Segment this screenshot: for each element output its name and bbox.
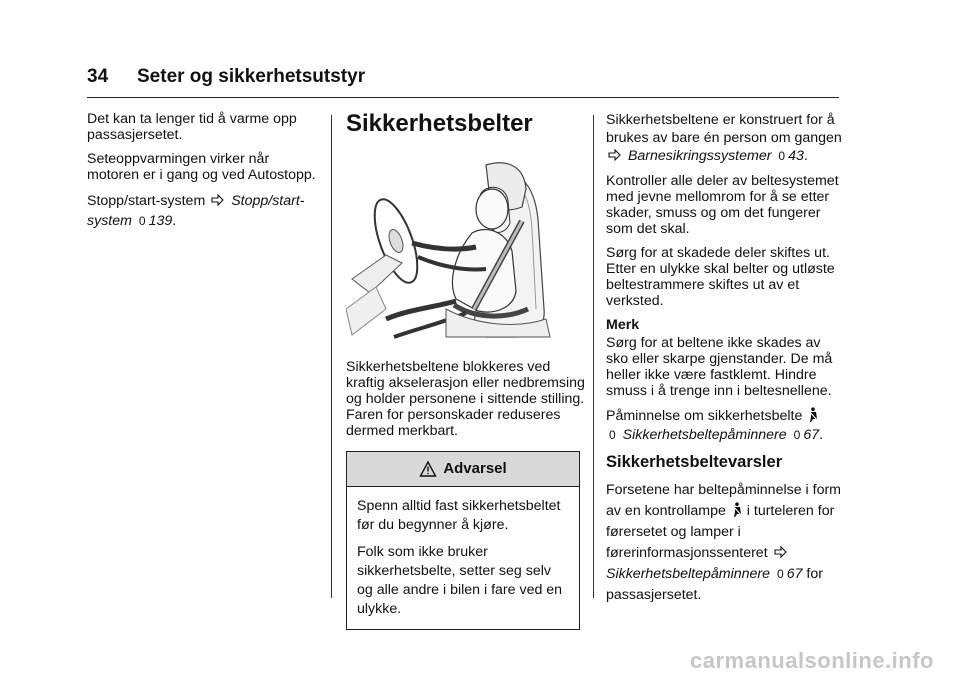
cross-reference-paragraph — [87, 191, 323, 231]
paragraph: Sørg for at skadede deler skiftes ut. Etter en ulykke skal belter og utløste beltestrammere skiftes ut av et verksted. — [606, 245, 835, 309]
cross-reference-paragraph — [606, 407, 842, 445]
seatbelt-reminder-icon — [732, 502, 743, 517]
warning-icon — [419, 460, 437, 478]
punctuation: . — [819, 427, 824, 443]
paragraph-text: i turteleren for førersetet og lamper i førerinformasjonssenteret — [606, 503, 835, 561]
page-number: 34 — [87, 66, 109, 87]
page-reference-icon: 0 — [793, 428, 801, 442]
reference-link[interactable]: Sikkerhetsbeltepåminnere — [606, 566, 771, 582]
arrow-reference-icon: 0 — [609, 428, 616, 442]
warning-header — [347, 452, 579, 487]
column-3 — [606, 111, 842, 614]
seatbelt-reminder-icon — [808, 407, 819, 422]
warning-paragraph: Spenn alltid fast sikkerhetsbeltet før du begynner å kjøre. — [357, 498, 561, 533]
reference-lead-text: Stopp/start-system — [87, 193, 206, 209]
arrow-reference-icon — [608, 149, 621, 161]
note-text: Sørg for at beltene ikke skades av sko eller skarpe gjenstander. De må heller ikke være fastklemt. Hindre smuss i å trenge inn i beltesnellene. — [606, 335, 833, 399]
seatbelt-driver-illustration — [346, 159, 572, 343]
page-reference-icon: 0 — [777, 567, 784, 581]
page-reference-icon: 0 — [138, 214, 146, 228]
paragraph: Det kan ta lenger tid å varme opp passasjersetet. — [87, 111, 297, 143]
warning-paragraph: Folk som ikke bruker sikkerhetsbelte, setter seg selv og alle andre i bilen i fare ved en ulykke. — [357, 544, 563, 617]
reference-link[interactable]: Stopp/start-system — [87, 193, 305, 229]
paragraph-text: Forsetene har beltepåminnelse i form av en kontrollampe — [606, 482, 842, 519]
reference-link[interactable]: Sikkerhetsbeltepåminnere — [622, 427, 787, 443]
paragraph: Kontroller alle deler av beltesystemet med jevne mellomrom for å se etter skader, smuss og om det fungerer som det skal. — [606, 173, 839, 237]
column-divider-1 — [331, 115, 332, 598]
watermark: carmanualsonline.info — [690, 648, 934, 673]
reference-link[interactable]: Barnesikringssystemer — [627, 148, 772, 164]
reference-lead-text: Påminnelse om sikkerhetsbelte — [606, 408, 803, 424]
header-divider — [87, 97, 839, 98]
paragraph-text: for passasjersetet. — [606, 566, 823, 603]
page-reference-icon: 0 — [778, 149, 786, 163]
page-reference[interactable]: 67 — [786, 566, 803, 582]
column-divider-2 — [593, 115, 594, 598]
warning-title: Advarsel — [443, 460, 507, 477]
page-header — [87, 66, 365, 88]
paragraph: Sikkerhetsbeltene blokkeres ved kraftig akselerasjon eller nedbremsing og holder personene i sittende stilling. Faren for personskader reduseres dermed merkbart. — [346, 359, 585, 439]
note-label: Merk — [606, 317, 640, 333]
section-title: Seter og sikkerhetsutstyr — [137, 66, 366, 87]
punctuation: . — [803, 148, 808, 164]
column-2 — [346, 111, 586, 630]
subsection-heading: Sikkerhetsbeltevarsler — [606, 453, 783, 471]
arrow-reference-icon — [211, 194, 224, 206]
page-reference[interactable]: 67 — [803, 427, 820, 443]
section-heading: Sikkerhetsbelter — [346, 110, 533, 137]
warning-box — [346, 451, 580, 630]
punctuation: . — [172, 213, 177, 229]
warning-body — [347, 487, 579, 629]
cross-reference-paragraph — [606, 480, 842, 606]
paragraph: Seteoppvarmingen virker når motoren er i gang og ved Autostopp. — [87, 151, 316, 183]
column-1 — [87, 111, 323, 239]
cross-reference-paragraph — [606, 111, 842, 165]
page-reference[interactable]: 139 — [148, 213, 173, 229]
page-reference[interactable]: 43 — [788, 148, 804, 164]
arrow-reference-icon — [774, 546, 787, 558]
reference-lead-text: Sikkerhetsbeltene er konstruert for å brukes av bare én person om gangen — [606, 112, 842, 146]
